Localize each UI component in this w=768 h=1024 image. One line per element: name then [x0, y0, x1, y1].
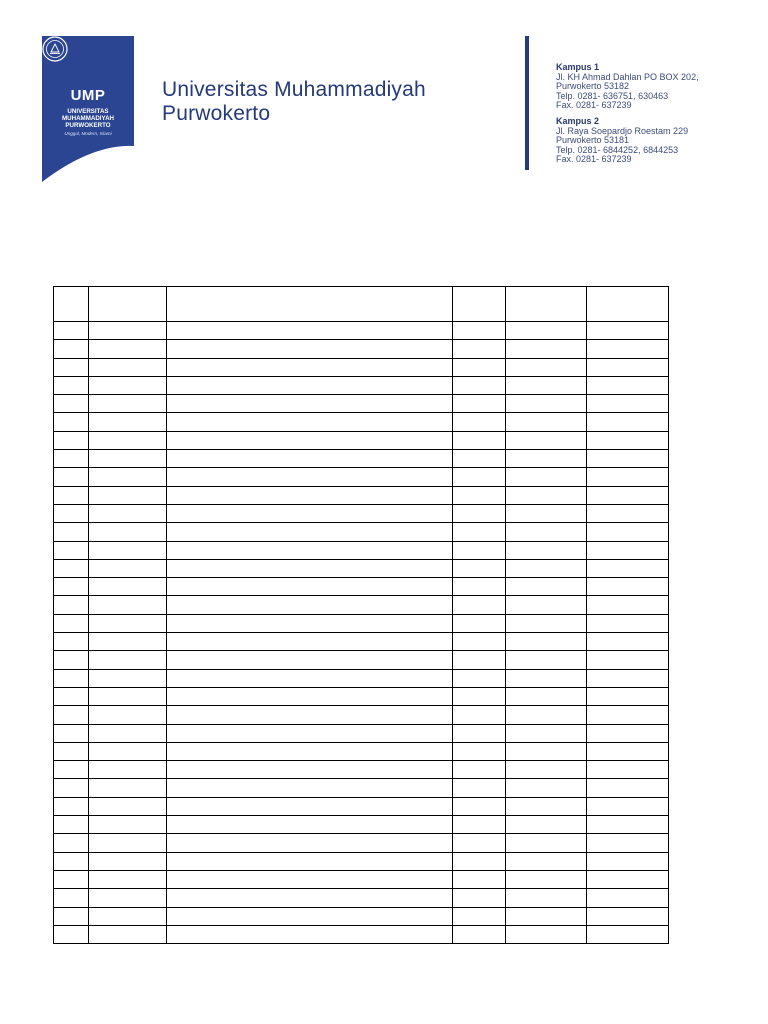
table-cell [587, 724, 669, 742]
table-cell [453, 852, 506, 870]
table-cell [167, 614, 453, 632]
table-cell [453, 761, 506, 779]
table-cell [54, 413, 89, 431]
table-cell [167, 578, 453, 596]
table-cell [54, 889, 89, 907]
table-cell [587, 816, 669, 834]
table-cell [453, 724, 506, 742]
table-cell [54, 431, 89, 449]
table-cell [89, 358, 167, 376]
table-cell [453, 541, 506, 559]
table-cell [506, 761, 587, 779]
table-row [54, 468, 669, 486]
table-cell [167, 322, 453, 340]
table-cell [587, 358, 669, 376]
table-cell [167, 486, 453, 504]
table-cell [167, 834, 453, 852]
table-cell [54, 724, 89, 742]
table-row [54, 578, 669, 596]
table-cell [506, 340, 587, 358]
table-cell [506, 816, 587, 834]
table-cell [506, 633, 587, 651]
campus-2-phone: Telp. 0281- 6844252, 6844253 [556, 144, 679, 155]
table-cell [506, 358, 587, 376]
table-row [54, 614, 669, 632]
table-cell [89, 706, 167, 724]
table-row [54, 742, 669, 760]
logo-acronym: UMP [70, 87, 106, 104]
table-cell [54, 925, 89, 943]
table-cell [89, 596, 167, 614]
table-cell [587, 669, 669, 687]
table-cell [587, 687, 669, 705]
campus-1-phone: Telp. 0281- 636751, 630463 [556, 90, 669, 101]
table-cell [167, 816, 453, 834]
table-cell [506, 779, 587, 797]
table-cell [54, 596, 89, 614]
table-cell [54, 523, 89, 541]
table-cell [453, 358, 506, 376]
table-cell [587, 340, 669, 358]
table-cell [89, 395, 167, 413]
table-cell [54, 852, 89, 870]
table-cell [587, 486, 669, 504]
table-cell [89, 742, 167, 760]
table-cell [167, 541, 453, 559]
header-divider [525, 36, 529, 170]
table-cell [506, 614, 587, 632]
table-cell [167, 358, 453, 376]
table-cell [587, 376, 669, 394]
table-cell [506, 578, 587, 596]
table-cell [89, 486, 167, 504]
logo-name-line-2: MUHAMMADIYAH [61, 115, 115, 122]
table-cell [54, 834, 89, 852]
table-cell [167, 742, 453, 760]
table-cell [587, 797, 669, 815]
table-cell [506, 724, 587, 742]
table-cell [89, 761, 167, 779]
table-row [54, 706, 669, 724]
table-cell [54, 687, 89, 705]
table-cell [167, 504, 453, 522]
table-cell [89, 504, 167, 522]
table-row [54, 541, 669, 559]
table-cell [89, 523, 167, 541]
table-cell [54, 486, 89, 504]
table-cell [453, 395, 506, 413]
table-cell [587, 925, 669, 943]
logo-tagline: Unggul, Modern, Islami [64, 131, 112, 136]
table-row [54, 724, 669, 742]
table-cell [54, 358, 89, 376]
table-cell [587, 559, 669, 577]
table-cell [587, 523, 669, 541]
table-cell [167, 761, 453, 779]
table-row [54, 322, 669, 340]
table-cell [506, 852, 587, 870]
table-cell [506, 504, 587, 522]
university-name-line-2: Purwokerto [162, 102, 271, 125]
table-cell [89, 413, 167, 431]
table-header-cell [54, 287, 89, 322]
table-cell [167, 724, 453, 742]
table-cell [89, 614, 167, 632]
table-cell [89, 779, 167, 797]
table-row [54, 486, 669, 504]
table-cell [506, 925, 587, 943]
table-row [54, 596, 669, 614]
table-cell [54, 322, 89, 340]
table-cell [506, 395, 587, 413]
table-cell [89, 907, 167, 925]
table-cell [453, 340, 506, 358]
table-cell [167, 889, 453, 907]
table-cell [587, 742, 669, 760]
table-cell [587, 450, 669, 468]
table-cell [54, 742, 89, 760]
table-cell [453, 687, 506, 705]
table-cell [167, 870, 453, 888]
table-cell [453, 504, 506, 522]
table-row [54, 669, 669, 687]
table-row [54, 450, 669, 468]
table-cell [587, 431, 669, 449]
table-cell [506, 431, 587, 449]
table-cell [89, 322, 167, 340]
table-cell [167, 340, 453, 358]
table-cell [89, 340, 167, 358]
table-row [54, 907, 669, 925]
table-cell [89, 925, 167, 943]
table-cell [54, 559, 89, 577]
table-cell [453, 578, 506, 596]
table-row [54, 870, 669, 888]
table-cell [453, 669, 506, 687]
table-cell [453, 797, 506, 815]
table-cell [453, 925, 506, 943]
table-cell [506, 486, 587, 504]
table-cell [506, 376, 587, 394]
table-cell [54, 541, 89, 559]
table-cell [453, 742, 506, 760]
table-cell [89, 633, 167, 651]
table-cell [453, 376, 506, 394]
table-cell [89, 559, 167, 577]
table-cell [54, 669, 89, 687]
table-cell [453, 706, 506, 724]
campus-2-street: Jl. Raya Soepardjo Roestam 229 [556, 125, 689, 136]
table-cell [506, 907, 587, 925]
table-cell [587, 541, 669, 559]
logo-name-line-1: UNIVERSITAS [67, 108, 109, 115]
table-cell [89, 541, 167, 559]
table-cell [167, 376, 453, 394]
table-cell [587, 889, 669, 907]
table-cell [167, 779, 453, 797]
table-cell [89, 889, 167, 907]
table-cell [453, 431, 506, 449]
table-cell [453, 907, 506, 925]
table-cell [89, 870, 167, 888]
table-row [54, 376, 669, 394]
table-cell [506, 870, 587, 888]
table-cell [167, 669, 453, 687]
table-cell [587, 578, 669, 596]
table-cell [506, 651, 587, 669]
table-cell [587, 706, 669, 724]
table-cell [167, 852, 453, 870]
table-row [54, 834, 669, 852]
campus-1-title: Kampus 1 [556, 62, 600, 72]
table-cell [506, 450, 587, 468]
table-row [54, 395, 669, 413]
logo-name-line-3: PURWOKERTO [65, 122, 111, 129]
campus-2-city: Purwokerto 53181 [556, 135, 630, 146]
table-cell [167, 413, 453, 431]
table-row [54, 797, 669, 815]
table-cell [453, 870, 506, 888]
table-cell [587, 761, 669, 779]
table-cell [54, 395, 89, 413]
table-cell [54, 633, 89, 651]
table-header-cell [453, 287, 506, 322]
table-cell [453, 614, 506, 632]
table-cell [89, 834, 167, 852]
table-cell [167, 523, 453, 541]
table-cell [167, 687, 453, 705]
table-cell [167, 633, 453, 651]
table-cell [54, 468, 89, 486]
table-cell [54, 504, 89, 522]
university-logo [42, 36, 134, 182]
table-cell [506, 468, 587, 486]
table-cell [587, 468, 669, 486]
table-cell [89, 578, 167, 596]
table-row [54, 358, 669, 376]
table-row [54, 816, 669, 834]
table-cell [89, 376, 167, 394]
university-name [162, 78, 426, 126]
table-cell [506, 889, 587, 907]
table-row [54, 523, 669, 541]
table-cell [506, 596, 587, 614]
table-cell [167, 596, 453, 614]
table-cell [167, 559, 453, 577]
table-cell [506, 559, 587, 577]
table-cell [453, 322, 506, 340]
table-cell [587, 504, 669, 522]
table-cell [89, 687, 167, 705]
table-cell [54, 614, 89, 632]
table-cell [54, 870, 89, 888]
table-row [54, 687, 669, 705]
table-row [54, 889, 669, 907]
table-cell [453, 651, 506, 669]
table-cell [54, 706, 89, 724]
table-cell [453, 559, 506, 577]
table-cell [167, 468, 453, 486]
table-cell [587, 834, 669, 852]
table-cell [54, 376, 89, 394]
table-row [54, 340, 669, 358]
table-cell [453, 413, 506, 431]
table-header-cell [587, 287, 669, 322]
campus-1-street: Jl. KH Ahmad Dahlan PO BOX 202, [556, 71, 699, 82]
table-row [54, 559, 669, 577]
table-cell [587, 614, 669, 632]
table-cell [54, 797, 89, 815]
table-header-cell [89, 287, 167, 322]
table-cell [506, 834, 587, 852]
table-cell [506, 523, 587, 541]
table-cell [453, 816, 506, 834]
table-cell [506, 413, 587, 431]
campus-1-fax: Fax. 0281- 637239 [556, 100, 632, 111]
table-cell [167, 907, 453, 925]
table-row [54, 852, 669, 870]
table-cell [89, 651, 167, 669]
table-cell [167, 450, 453, 468]
table-cell [89, 852, 167, 870]
table-row [54, 651, 669, 669]
table-cell [506, 669, 587, 687]
table-row [54, 633, 669, 651]
table-cell [54, 651, 89, 669]
table-cell [506, 322, 587, 340]
table-cell [587, 870, 669, 888]
table-cell [587, 852, 669, 870]
table-cell [587, 322, 669, 340]
table-cell [506, 742, 587, 760]
table-cell [89, 669, 167, 687]
table-cell [453, 468, 506, 486]
table-cell [54, 816, 89, 834]
campus-1-address [556, 63, 699, 111]
table-cell [89, 468, 167, 486]
table-row [54, 925, 669, 943]
table-cell [54, 578, 89, 596]
table-cell [587, 633, 669, 651]
table-cell [89, 431, 167, 449]
table-header-row [54, 287, 669, 322]
table-cell [453, 450, 506, 468]
university-seal-icon [42, 36, 68, 62]
table-cell [453, 889, 506, 907]
table-row [54, 779, 669, 797]
table-cell [54, 761, 89, 779]
table-cell [167, 797, 453, 815]
table-row [54, 761, 669, 779]
table-cell [167, 651, 453, 669]
campus-1-city: Purwokerto 53182 [556, 81, 630, 92]
table-cell [167, 395, 453, 413]
table-cell [54, 450, 89, 468]
table-cell [453, 834, 506, 852]
table-cell [89, 797, 167, 815]
table-cell [89, 724, 167, 742]
table-cell [89, 450, 167, 468]
table-cell [54, 340, 89, 358]
table-cell [54, 907, 89, 925]
table-cell [167, 925, 453, 943]
table-header-cell [167, 287, 453, 322]
table-cell [54, 779, 89, 797]
table-header-cell [506, 287, 587, 322]
blank-table [53, 286, 669, 944]
table-cell [89, 816, 167, 834]
table-cell [587, 395, 669, 413]
table-cell [453, 596, 506, 614]
university-name-line-1: Universitas Muhammadiyah [162, 78, 426, 101]
campus-2-title: Kampus 2 [556, 116, 600, 126]
table-cell [587, 779, 669, 797]
table-cell [167, 706, 453, 724]
table-cell [167, 431, 453, 449]
table-cell [506, 797, 587, 815]
campus-2-address [556, 117, 688, 165]
table-cell [506, 541, 587, 559]
table-cell [587, 413, 669, 431]
campus-2-fax: Fax. 0281- 637239 [556, 154, 632, 165]
table-cell [453, 486, 506, 504]
table-cell [587, 596, 669, 614]
table-cell [587, 907, 669, 925]
table-row [54, 504, 669, 522]
table-row [54, 413, 669, 431]
table-cell [453, 633, 506, 651]
table-cell [506, 687, 587, 705]
table-cell [506, 706, 587, 724]
table-cell [587, 651, 669, 669]
table-row [54, 431, 669, 449]
table-cell [453, 523, 506, 541]
table-cell [453, 779, 506, 797]
